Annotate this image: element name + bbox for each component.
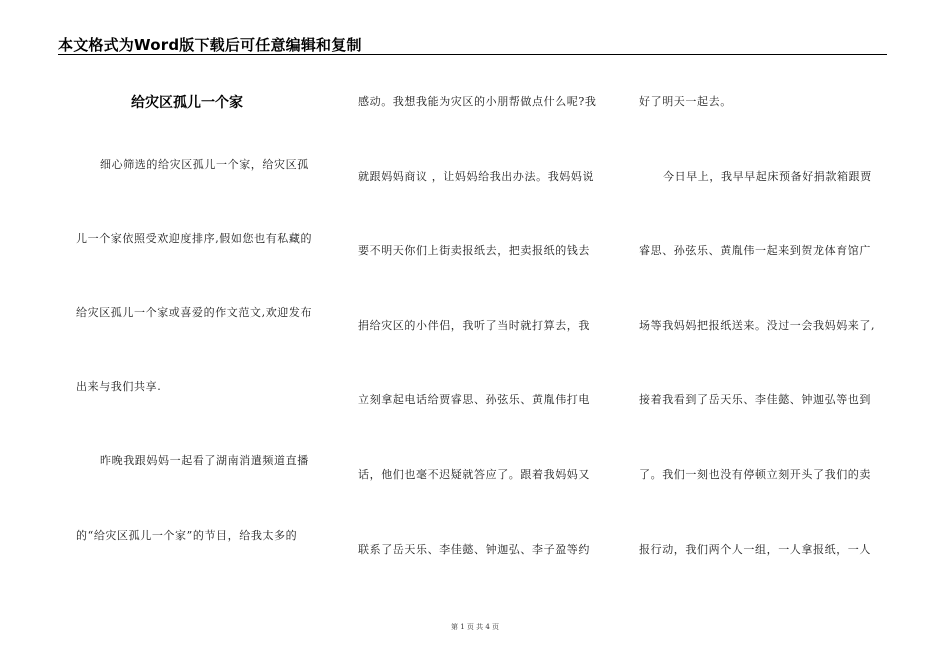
text-line: 感动。我想我能为灾区的小朋帮做点什么呢?我 <box>358 95 597 108</box>
text-line: 接着我看到了岳天乐、李佳懿、钟迦弘等也到 <box>639 393 871 406</box>
text-line: 细心筛选的给灾区孤儿一个家，给灾区孤 <box>100 158 309 171</box>
document-title: 给灾区孤儿一个家 <box>131 95 243 111</box>
text-line: 就跟妈妈商议 ，让妈妈给我出办法。我妈妈说 <box>358 170 595 183</box>
text-line: 立刻拿起电话给贾睿思、孙弦乐、黄胤伟打电 <box>358 393 590 406</box>
text-line: 报行动，我们两个人一组，一人拿报纸，一人 <box>639 543 871 556</box>
page-number: 第 1 页 共 4 页 <box>450 623 500 631</box>
text-line: 给灾区孤儿一个家或喜爱的作文范文,欢迎发布 <box>76 306 313 319</box>
text-line: 捐给灾区的小伴侣，我听了当时就打算去，我 <box>358 319 590 332</box>
text-line: 场等我妈妈把报纸送来。没过一会我妈妈来了, <box>639 319 876 332</box>
text-line: 睿思、孙弦乐、黄胤伟一起来到贺龙体育馆广 <box>639 244 871 257</box>
text-line: 出来与我们共享. <box>76 380 162 393</box>
text-line: 今日早上，我早早起床预备好捐款箱跟贾 <box>663 170 872 183</box>
text-line: 好了明天一起去。 <box>639 95 732 108</box>
header-title: 本文格式为Word版下载后可任意编辑和复制 <box>58 36 362 54</box>
text-line: 了。我们一刻也没有停顿立刻开头了我们的卖 <box>639 468 871 481</box>
text-line: 昨晚我跟妈妈一起看了湖南消遣频道直播 <box>100 454 309 467</box>
text-line: 话，他们也毫不迟疑就答应了。跟着我妈妈又 <box>358 468 590 481</box>
header-divider <box>58 54 887 55</box>
text-line: 联系了岳天乐、李佳懿、钟迦弘、李子盈等约 <box>358 543 590 556</box>
text-line: 要不明天你们上街卖报纸去，把卖报纸的钱去 <box>358 244 590 257</box>
text-line: 的“给灾区孤儿一个家”的节目，给我太多的 <box>76 529 298 542</box>
text-line: 儿一个家依照受欢迎度排序,假如您也有私藏的 <box>76 232 313 245</box>
